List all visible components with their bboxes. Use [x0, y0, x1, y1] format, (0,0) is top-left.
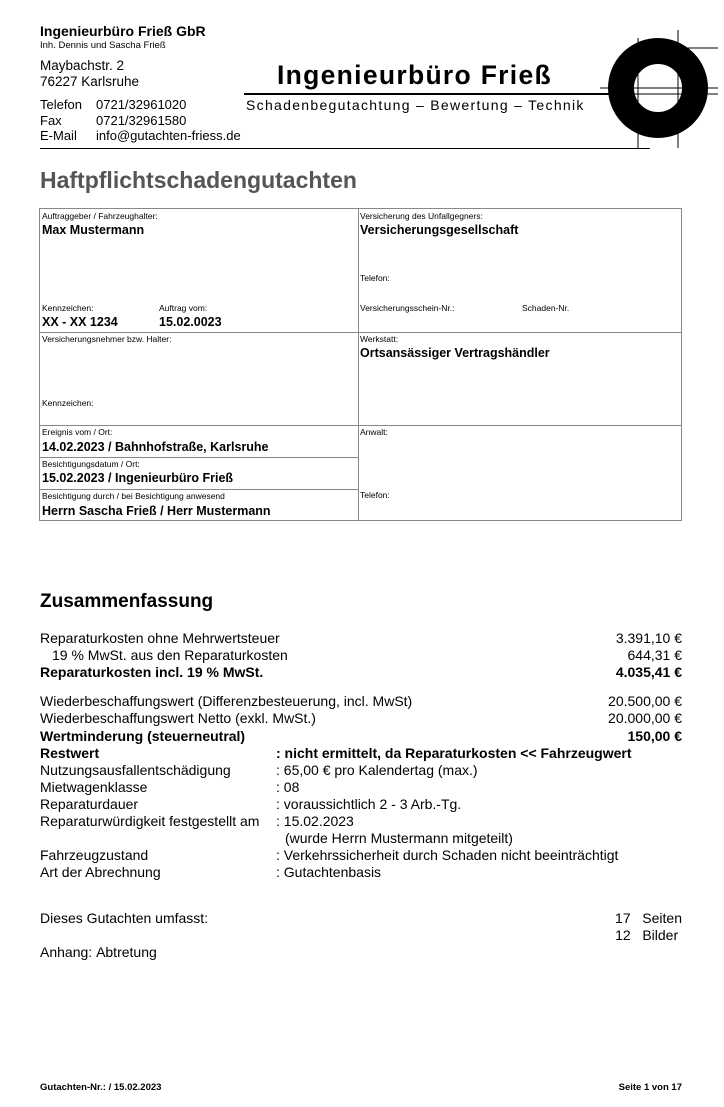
- lawyer-label: Anwalt:: [360, 427, 388, 437]
- pages-label: Seiten: [642, 910, 682, 926]
- images-count: 12: [615, 927, 631, 943]
- company-name: Ingenieurbüro Frieß GbR: [40, 23, 206, 39]
- fax-number: 0721/32961580: [96, 112, 187, 128]
- inspector-label: Besichtigung durch / bei Besichtigung anwesend: [42, 491, 225, 501]
- depreciation-label: Wertminderung (steuerneutral): [40, 728, 246, 744]
- vehicle-condition-label: Fahrzeugzustand: [40, 847, 149, 863]
- workshop-label: Werkstatt:: [360, 334, 399, 344]
- workshop-value: Ortsansässiger Vertragshändler: [360, 346, 550, 360]
- insurer-label: Versicherung des Unfallgegners:: [360, 211, 483, 221]
- repair-worthiness-label: Reparaturwürdigkeit festgestellt am: [40, 813, 260, 829]
- page-title: Haftpflichtschadengutachten: [40, 167, 357, 193]
- rental-class-label: Mietwagenklasse: [40, 779, 148, 795]
- summary-row-repair-net: [40, 630, 682, 647]
- contents-label: Dieses Gutachten umfasst:: [40, 910, 209, 926]
- event-value: 14.02.2023 / Bahnhofstraße, Karlsruhe: [42, 440, 269, 454]
- client-value: Max Mustermann: [42, 223, 145, 237]
- page-number: Seite 1 von 17: [618, 1082, 682, 1093]
- summary-title: Zusammenfassung: [40, 591, 214, 612]
- inspection-value: 15.02.2023 / Ingenieurbüro Frieß: [42, 471, 234, 485]
- client-label: Auftraggeber / Fahrzeughalter:: [42, 211, 158, 221]
- plate-value: XX - XX 1234: [42, 315, 118, 329]
- city: 76227 Karlsruhe: [40, 74, 140, 89]
- header-divider: [40, 148, 650, 149]
- billing-label: Art der Abrechnung: [40, 864, 161, 880]
- summary-row-repair-gross: [40, 664, 682, 681]
- street: Maybachstr. 2: [40, 58, 125, 73]
- summary-row-repair-duration: [40, 796, 682, 813]
- depreciation-value: 150,00 €: [627, 728, 682, 744]
- plate-label: Kennzeichen:: [42, 303, 94, 313]
- summary-row-depreciation: [40, 728, 682, 745]
- images-label: Bilder: [642, 927, 679, 943]
- replacement-label: Wiederbeschaffungswert (Differenzbesteuerung, incl. MwSt): [40, 693, 413, 709]
- table-divider: [40, 332, 681, 333]
- repair-worthiness-value: : 15.02.2023: [276, 813, 354, 829]
- inspection-label: Besichtigungsdatum / Ort:: [42, 459, 140, 469]
- summary-row-rental-class: [40, 779, 682, 796]
- images-count-block: [615, 927, 682, 944]
- summary-row-replacement: [40, 693, 682, 710]
- brand-divider: [244, 93, 614, 95]
- residual-value: : nicht ermittelt, da Reparaturkosten << Fahrzeugwert: [276, 745, 632, 761]
- lawyer-phone-label: Telefon:: [360, 490, 390, 500]
- attachment-label: Anhang:: [40, 944, 93, 960]
- vat-value: 644,31 €: [627, 647, 682, 663]
- repair-net-label: Reparaturkosten ohne Mehrwertsteuer: [40, 630, 280, 646]
- summary-row-repair-worthiness: [40, 813, 682, 830]
- order-date-value: 15.02.0023: [159, 315, 222, 329]
- insurer-value: Versicherungsgesellschaft: [360, 223, 519, 237]
- summary-row-vat: [40, 647, 682, 664]
- owners: Inh. Dennis und Sascha Frieß: [40, 40, 166, 51]
- phone-number: 0721/32961020: [96, 97, 187, 112]
- replacement-value: 20.500,00 €: [608, 693, 682, 709]
- contents-row-images: [40, 927, 682, 944]
- phone-label: Telefon: [40, 97, 82, 112]
- loss-of-use-label: Nutzungsausfallentschädigung: [40, 762, 231, 778]
- vat-label: 19 % MwSt. aus den Reparaturkosten: [52, 647, 288, 663]
- repair-gross-value: 4.035,41 €: [615, 664, 682, 680]
- insurer-phone-label: Telefon:: [360, 273, 390, 283]
- email-address: info@gutachten-friess.de: [96, 128, 241, 143]
- address: [40, 58, 139, 90]
- tagline: Schadenbegutachtung – Bewertung – Technik: [246, 97, 585, 113]
- repair-duration-label: Reparaturdauer: [40, 796, 139, 812]
- table-divider: [40, 457, 358, 458]
- pages-count: 17: [615, 910, 631, 926]
- brand-name: Ingenieurbüro Frieß: [277, 60, 552, 90]
- contact-block: [40, 97, 241, 144]
- vehicle-condition-value: : Verkehrssicherheit durch Schaden nicht beeinträchtigt: [276, 847, 619, 863]
- attachment-block: [40, 944, 157, 961]
- table-divider: [40, 489, 358, 490]
- table-divider: [40, 425, 681, 426]
- loss-of-use-value: : 65,00 € pro Kalendertag (max.): [276, 762, 478, 778]
- claim-number-label: Schaden-Nr.: [522, 303, 570, 313]
- summary-row-loss-of-use: [40, 762, 682, 779]
- event-label: Ereignis vom / Ort:: [42, 427, 113, 437]
- summary-row-repair-worthiness-note: [40, 830, 682, 847]
- repair-duration-value: : voraussichtlich 2 - 3 Arb.-Tg.: [276, 796, 462, 812]
- replacement-net-label: Wiederbeschaffungswert Netto (exkl. MwSt.): [40, 710, 316, 726]
- holder-plate-label: Kennzeichen:: [42, 398, 94, 408]
- report-info-table: [39, 208, 682, 521]
- inspector-value: Herrn Sascha Frieß / Herr Mustermann: [42, 504, 271, 518]
- order-date-label: Auftrag vom:: [159, 303, 208, 313]
- summary-row-vehicle-condition: [40, 847, 682, 864]
- residual-label: Restwert: [40, 745, 100, 761]
- report-number: Gutachten-Nr.: / 15.02.2023: [40, 1082, 162, 1093]
- rental-class-value: : 08: [276, 779, 300, 795]
- repair-net-value: 3.391,10 €: [615, 630, 682, 646]
- fax-label: Fax: [40, 112, 62, 128]
- policy-number-label: Versicherungsschein-Nr.:: [360, 303, 455, 313]
- repair-gross-label: Reparaturkosten incl. 19 % MwSt.: [40, 664, 264, 680]
- holder-label: Versicherungsnehmer bzw. Halter:: [42, 334, 172, 344]
- replacement-net-value: 20.000,00 €: [608, 710, 682, 726]
- summary-row-residual: [40, 745, 682, 762]
- billing-value: : Gutachtenbasis: [276, 864, 382, 880]
- company-logo: [600, 30, 720, 155]
- summary-row-replacement-net: [40, 710, 682, 727]
- repair-worthiness-note: (wurde Herrn Mustermann mitgeteilt): [285, 830, 513, 846]
- summary-row-billing: [40, 864, 682, 881]
- pages-count-block: [615, 910, 682, 927]
- contents-row-pages: [40, 910, 682, 927]
- email-label: E-Mail: [40, 128, 77, 143]
- attachment-value: Abtretung: [96, 944, 157, 960]
- table-divider: [358, 209, 359, 520]
- attachment-row: [40, 944, 682, 961]
